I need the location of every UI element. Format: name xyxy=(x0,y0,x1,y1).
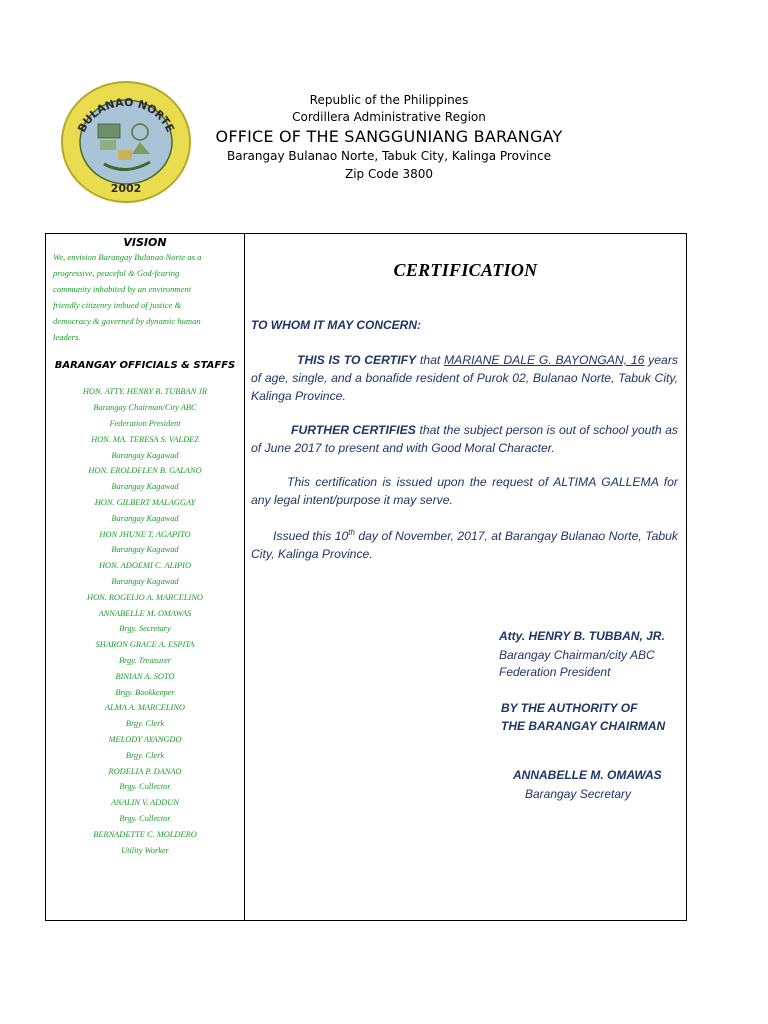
seal-year: 2002 xyxy=(110,182,142,195)
officials-heading: BARANGAY OFFICIALS & STAFFS xyxy=(54,360,236,372)
official-position: Barangay Kagawad xyxy=(111,482,179,492)
certify-rest: years of age, single, and a bonafide resident of Purok 02, Bulanao Norte, Tabuk City, Kalinga Province. xyxy=(251,353,678,403)
official-position: Utility Worker xyxy=(121,845,169,855)
chairman-title-line: Federation President xyxy=(499,665,611,679)
official-position: Brgy. Collector xyxy=(119,782,171,792)
vision-line: progressive, peaceful & God-fearing xyxy=(53,267,180,278)
official-position: Federation President xyxy=(109,419,181,429)
certificate-title: CERTIFICATION xyxy=(393,260,538,280)
vision-line: We, envision Barangay Bulanao Norte as a xyxy=(53,252,202,262)
official-position: Barangay Kagawad xyxy=(111,513,179,523)
officials-list xyxy=(46,384,244,858)
official-name: SHARON GRACE A. ESPITA xyxy=(95,640,195,650)
official-position: Barangay Kagawad xyxy=(111,577,179,586)
chairman-title-line: Barangay Chairman/city ABC xyxy=(499,648,655,662)
subject-name: MARIANE DALE G. BAYONGAN, 16 xyxy=(444,353,645,367)
vision-line: friendly citizenry imbued of justice & xyxy=(53,299,182,310)
authority-line: THE BARANGAY CHAIRMAN xyxy=(501,719,666,733)
certify-that: that xyxy=(416,353,445,367)
header-zip-code: Zip Code 3800 xyxy=(344,167,434,181)
vision-line: leaders. xyxy=(53,331,81,342)
authority-line: BY THE AUTHORITY OF xyxy=(501,701,638,715)
official-position: Brgy. Clerk xyxy=(125,719,165,729)
paragraph-request xyxy=(251,473,678,509)
official-position: Brgy. Treasurer xyxy=(118,655,172,665)
issued-text-b: day of November, 2017, at Barangay Bulanao Norte, Tabuk City, Kalinga Province. xyxy=(251,529,678,562)
official-name: ANALIN V. ADDUN xyxy=(111,798,179,808)
official-position: Brgy. Collector xyxy=(119,813,171,823)
official-position: Barangay Kagawad xyxy=(111,545,179,555)
vision-line: community inhabited by an environment xyxy=(53,283,192,294)
document-frame xyxy=(45,233,687,921)
issued-superscript: th xyxy=(348,528,355,537)
header-line-region: Cordillera Administrative Region xyxy=(292,110,486,124)
official-name: BERNADETTE C. MOLDERO xyxy=(93,829,197,839)
signatory-secretary-name: ANNABELLE M. OMAWAS xyxy=(513,768,662,782)
header-office-name: OFFICE OF THE SANGGUNIANG BARANGAY xyxy=(215,127,563,146)
official-position: Brgy. Secretary xyxy=(119,624,171,634)
official-name: HON JHUNE T. AGAPITO xyxy=(99,529,191,539)
official-position: Brgy. Clerk xyxy=(125,750,165,760)
certify-lead: THIS IS TO CERTIFY xyxy=(297,353,417,367)
vision-statement xyxy=(53,250,236,345)
official-position: Barangay Kagawad xyxy=(111,450,179,460)
signatory-chairman-name: Atty. HENRY B. TUBBAN, JR. xyxy=(499,629,665,643)
official-name: ALMA A. MARCELINO xyxy=(105,703,185,713)
further-rest: that the subject person is out of school youth as of June 2017 to present and with Good Moral Character. xyxy=(251,423,678,455)
further-lead: FURTHER CERTIFIES xyxy=(291,423,416,437)
official-name: ANNABELLE M. OMAWAS xyxy=(98,608,192,618)
official-name: HON. GILBERT MALAGGAY xyxy=(94,498,196,508)
official-name: HON. ADOEMI C. ALIPIO xyxy=(98,561,192,571)
barangay-seal-logo xyxy=(60,80,192,204)
official-name: HON. MA. TERESA S. VALDEZ xyxy=(91,434,199,444)
official-name: HON. ATTY. HENRY B. TUBBAN JR xyxy=(82,387,208,397)
paragraph-further-certifies xyxy=(251,421,678,457)
paragraph-certify xyxy=(251,351,678,405)
sidebar-panel xyxy=(46,234,244,920)
authority-note xyxy=(501,699,665,735)
request-text: This certification is issued upon the request of ALTIMA GALLEMA for any legal intent/purpose it may serve. xyxy=(251,475,678,507)
issued-text-a: Issued this 10 xyxy=(273,529,349,544)
official-position: Brgy. Bookkeeper xyxy=(115,687,175,697)
official-name: HON. EROLDFLEN B. GALANO xyxy=(88,466,202,476)
salutation: TO WHOM IT MAY CONCERN: xyxy=(251,318,421,332)
official-position: Barangay Chairman/City ABC xyxy=(93,403,197,413)
certificate-body xyxy=(245,234,686,920)
paragraph-issued xyxy=(251,524,678,563)
official-name: BINIAN A. SOTO xyxy=(115,671,175,681)
official-name: RODELIA P. DANAO xyxy=(108,766,182,776)
vision-line: democracy & governed by dynamic human xyxy=(53,315,201,326)
signatory-secretary-title: Barangay Secretary xyxy=(525,787,632,801)
vision-heading: VISION xyxy=(123,236,167,249)
official-name: MELODY AYANGDO xyxy=(108,734,182,744)
official-name: HON. ROGELIO A. MARCELINO xyxy=(87,592,203,602)
header-line-republic: Republic of the Philippines xyxy=(309,93,469,107)
seal-top-text: BULANAO NORTE xyxy=(75,95,177,135)
letterhead xyxy=(196,92,582,183)
signatory-chairman-title xyxy=(499,647,655,681)
header-address: Barangay Bulanao Norte, Tabuk City, Kalinga Province xyxy=(227,149,551,163)
